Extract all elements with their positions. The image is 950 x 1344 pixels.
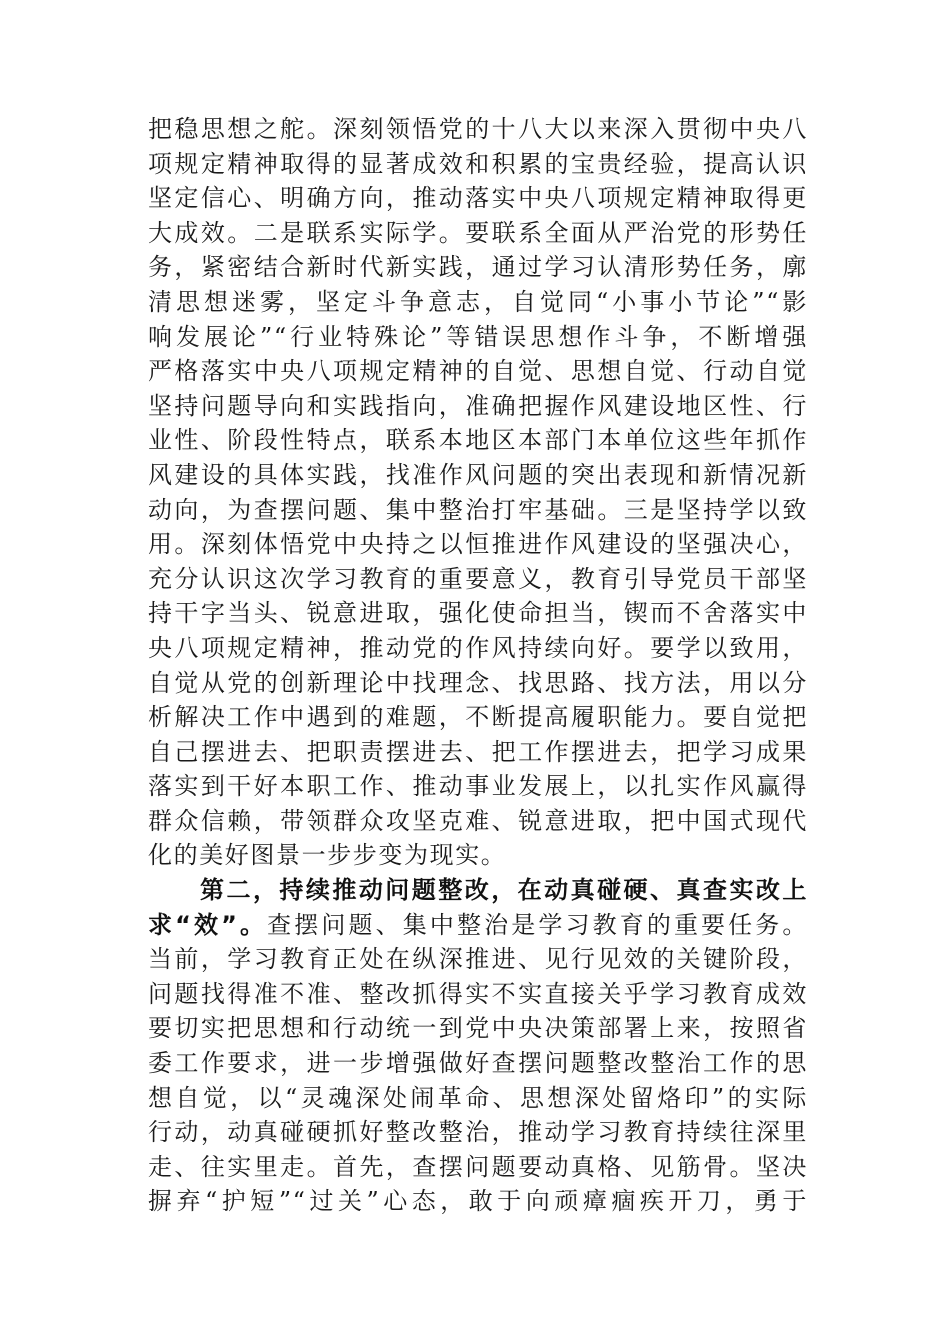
paragraph-line: 落实到干好本职工作、推动事业发展上，以扎实作风赢得 — [148, 772, 808, 801]
paragraph-line: 动向，为查摆问题、集中整治打牢基础。三是坚持学以致 — [148, 495, 808, 524]
paragraph-line: 走、往实里走。首先，查摆问题要动真格、见筋骨。坚决 — [148, 1152, 808, 1181]
paragraph-line: 委工作要求，进一步增强做好查摆问题整改整治工作的思 — [148, 1049, 808, 1078]
paragraph-line: 严格落实中央八项规定精神的自觉、思想自觉、行动自觉 — [148, 357, 808, 386]
paragraph-line: 务，紧密结合新时代新实践，通过学习认清形势任务，廓 — [148, 253, 808, 282]
paragraph-line: 要切实把思想和行动统一到党中央决策部署上来，按照省 — [148, 1014, 808, 1043]
paragraph-line: 群众信赖，带领群众攻坚克难、锐意进取，把中国式现代 — [148, 806, 808, 835]
paragraph-line: 自己摆进去、把职责摆进去、把工作摆进去，把学习成果 — [148, 737, 808, 766]
paragraph-line: 项规定精神取得的显著成效和积累的宝贵经验，提高认识 — [148, 149, 808, 178]
paragraph-line: 用。深刻体悟党中央持之以恒推进作风建设的坚强决心， — [148, 530, 808, 559]
body-text — [148, 112, 808, 1219]
paragraph-line: 央八项规定精神，推动党的作风持续向好。要学以致用， — [148, 633, 808, 662]
paragraph-line: 化的美好图景一步步变为现实。 — [148, 841, 507, 870]
paragraph-line: 析解决工作中遇到的难题，不断提高履职能力。要自觉把 — [148, 703, 808, 732]
paragraph-line: 持干字当头、锐意进取，强化使命担当，锲而不舍落实中 — [148, 599, 808, 628]
section-heading-continued: 求“效”。 — [148, 910, 268, 939]
paragraph-text: 查摆问题、集中整治是学习教育的重要任务。 — [267, 910, 809, 939]
section-heading-line — [148, 873, 808, 908]
section-heading: 第二，持续推动问题整改，在动真碰硬、真查实改上 — [200, 876, 808, 905]
paragraph-line: 充分认识这次学习教育的重要意义，教育引导党员干部坚 — [148, 564, 808, 593]
paragraph-line: 想自觉，以“灵魂深处闹革命、思想深处留烙印”的实际 — [148, 1083, 808, 1112]
paragraph-line: 清思想迷雾，坚定斗争意志，自觉同“小事小节论”“影 — [148, 287, 808, 316]
paragraph-line: 大成效。二是联系实际学。要联系全面从严治党的形势任 — [148, 218, 808, 247]
paragraph-line: 问题找得准不准、整改抓得实不实直接关乎学习教育成效 — [148, 979, 808, 1008]
paragraph-line: 坚持问题导向和实践指向，准确把握作风建设地区性、行 — [148, 391, 808, 420]
paragraph-line: 坚定信心、明确方向，推动落实中央八项规定精神取得更 — [148, 184, 808, 213]
section-heading-line — [148, 908, 808, 943]
paragraph-line: 摒弃“护短”“过关”心态，敢于向顽瘴痼疾开刀，勇于 — [148, 1187, 808, 1216]
paragraph-line: 当前，学习教育正处在纵深推进、见行见效的关键阶段， — [148, 945, 808, 974]
paragraph-line: 风建设的具体实践，找准作风问题的突出表现和新情况新 — [148, 460, 808, 489]
paragraph-line: 响发展论”“行业特殊论”等错误思想作斗争，不断增强 — [148, 322, 808, 351]
paragraph-line: 把稳思想之舵。深刻领悟党的十八大以来深入贯彻中央八 — [148, 115, 808, 143]
paragraph-line: 业性、阶段性特点，联系本地区本部门本单位这些年抓作 — [148, 426, 808, 455]
paragraph-line: 自觉从党的创新理论中找理念、找思路、找方法，用以分 — [148, 668, 808, 697]
paragraph-line: 行动，动真碰硬抓好整改整治，推动学习教育持续往深里 — [148, 1118, 808, 1147]
